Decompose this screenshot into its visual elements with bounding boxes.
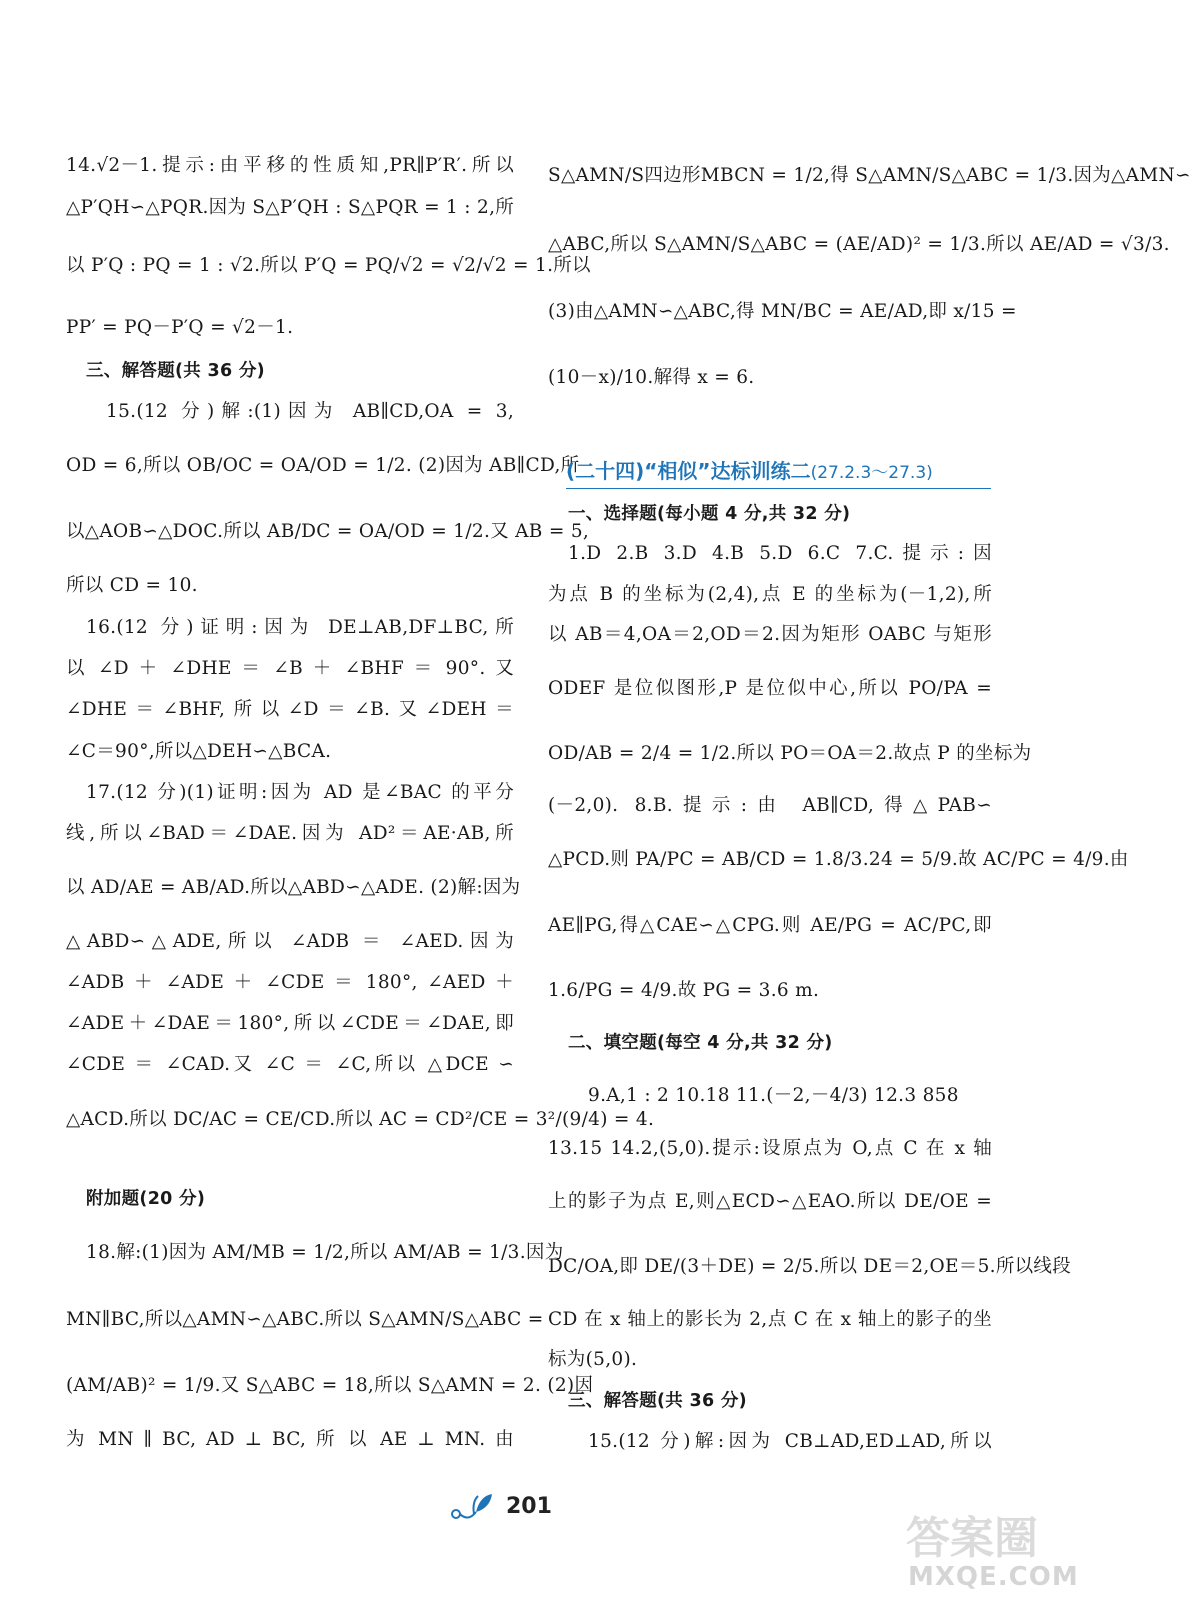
text-line: △ACD.所以 DC/AC = CE/CD.所以 AC = CD²/CE = 3²/(9/4) = 4.	[66, 1109, 655, 1130]
text-line: 18.解:(1)因为 AM/MB = 1/2,所以 AM/AB = 1/3.因为	[86, 1242, 564, 1263]
text-line: DC/OA,即 DE/(3＋DE) = 2/5.所以 DE＝2,OE＝5.所以线段	[548, 1256, 1072, 1277]
text-line: 15.(12 分)解:(1)因为 AB∥CD,OA = 3,	[106, 401, 514, 422]
leaf-ornament-icon	[446, 1490, 498, 1526]
text-line: 13.15 14.2,(5,0).提示:设原点为 O,点 C 在 x 轴	[548, 1138, 992, 1159]
text-line: △P′QH∽△PQR.因为 S△P′QH : S△PQR = 1 : 2,所	[66, 197, 515, 218]
text-line: OD/AB = 2/4 = 1/2.所以 PO＝OA＝2.故点 P 的坐标为	[548, 743, 1032, 764]
text-line: 为 MN ∥ BC, AD ⊥ BC, 所 以 AE ⊥ MN. 由	[66, 1429, 514, 1450]
text-line: 14.√2－1.提示:由平移的性质知,PR∥P′R′.所以	[66, 155, 514, 176]
text-line: OD = 6,所以 OB/OC = OA/OD = 1/2. (2)因为 AB∥CD,所	[66, 455, 580, 476]
text-line: 16.(12 分)证明:因为 DE⊥AB,DF⊥BC,所	[86, 617, 514, 638]
section-heading: 三、解答题(共 36 分)	[86, 361, 265, 381]
text-line: 为点 B 的坐标为(2,4),点 E 的坐标为(－1,2),所	[548, 584, 992, 605]
text-line: 15.(12 分)解:因为 CB⊥AD,ED⊥AD,所以	[588, 1431, 992, 1452]
text-line: 线,所以∠BAD＝∠DAE.因为 AD²＝AE·AB,所	[66, 823, 514, 844]
text-line: 标为(5,0).	[548, 1349, 638, 1370]
text-line: (AM/AB)² = 1/9.又 S△ABC = 18,所以 S△AMN = 2. (2)因	[66, 1375, 594, 1396]
text-line: 以△AOB∽△DOC.所以 AB/DC = OA/OD = 1/2.又 AB = 5,	[66, 521, 590, 542]
watermark-logo: 答案圈	[906, 1513, 1038, 1564]
page-number: 201	[506, 1494, 552, 1519]
section-heading: 三、解答题(共 36 分)	[568, 1391, 747, 1411]
text-line: ODEF 是位似图形,P 是位似中心,所以 PO/PA =	[548, 678, 992, 699]
text-line: 以 AB＝4,OA＝2,OD＝2.因为矩形 OABC 与矩形	[548, 624, 992, 645]
text-line: ∠DHE＝∠BHF,所以∠D＝∠B.又∠DEH＝	[66, 699, 514, 720]
text-line: 1.6/PG = 4/9.故 PG = 3.6 m.	[548, 980, 820, 1001]
section-heading: 二、填空题(每空 4 分,共 32 分)	[568, 1033, 833, 1053]
watermark-url: MXQE.COM	[908, 1562, 1079, 1592]
text-line: S△AMN/S四边形MBCN = 1/2,得 S△AMN/S△ABC = 1/3.因为△AMN∽	[548, 165, 1191, 186]
text-line: 所以 CD = 10.	[66, 575, 198, 596]
text-line: ∠ADE＋∠DAE＝180°,所以∠CDE＝∠DAE,即	[66, 1013, 514, 1034]
section-title-main: (二十四)“相似”达标训练二	[566, 459, 811, 483]
section-title	[566, 456, 933, 488]
text-line: MN∥BC,所以△AMN∽△ABC.所以 S△AMN/S△ABC =	[66, 1309, 544, 1330]
text-line: AE∥PG,得△CAE∽△CPG.则 AE/PG = AC/PC,即	[548, 915, 992, 936]
text-line: (－2,0). 8.B.提示:由 AB∥CD,得△PAB∽	[548, 795, 992, 816]
text-line: 9.A,1 : 2 10.18 11.(－2,－4/3) 12.3 858	[588, 1085, 959, 1106]
text-line: ∠CDE ＝ ∠CAD.又 ∠C ＝ ∠C,所以 △DCE ∽	[66, 1054, 514, 1075]
section-title-range: (27.2.3～27.3)	[810, 463, 933, 483]
text-line: △PCD.则 PA/PC = AB/CD = 1.8/3.24 = 5/9.故 AC/PC = 4/9.由	[548, 849, 1129, 870]
text-line: △ABC,所以 S△AMN/S△ABC = (AE/AD)² = 1/3.所以 AE/AD = √3/3.	[548, 234, 1170, 255]
section-heading: 附加题(20 分)	[86, 1189, 206, 1209]
text-line: ∠C＝90°,所以△DEH∽△BCA.	[66, 741, 332, 762]
title-underline	[566, 488, 991, 489]
text-line: 以 P′Q : PQ = 1 : √2.所以 P′Q = PQ/√2 = √2/√2 = 1.所以	[66, 255, 591, 276]
text-line: △ABD∽△ADE,所以 ∠ADB ＝ ∠AED.因为	[66, 931, 514, 952]
text-line: PP′ = PQ－P′Q = √2－1.	[66, 317, 294, 338]
section-heading: 一、选择题(每小题 4 分,共 32 分)	[568, 504, 851, 524]
text-line: ∠ADB ＋ ∠ADE ＋ ∠CDE ＝ 180°, ∠AED ＋	[66, 972, 514, 993]
text-line: 1.D 2.B 3.D 4.B 5.D 6.C 7.C.提示:因	[568, 543, 992, 564]
text-line: (10－x)/10.解得 x = 6.	[548, 367, 755, 388]
text-line: 以 AD/AE = AB/AD.所以△ABD∽△ADE. (2)解:因为	[66, 877, 521, 898]
text-line: CD 在 x 轴上的影长为 2,点 C 在 x 轴上的影子的坐	[548, 1309, 992, 1330]
text-line: 17.(12 分)(1)证明:因为 AD 是∠BAC 的平分	[86, 782, 514, 803]
text-line: (3)由△AMN∽△ABC,得 MN/BC = AE/AD,即 x/15 =	[548, 301, 1017, 322]
watermark	[900, 1500, 1080, 1595]
text-line: 上的影子为点 E,则△ECD∽△EAO.所以 DE/OE =	[548, 1191, 992, 1212]
text-line: 以 ∠D ＋ ∠DHE ＝ ∠B ＋ ∠BHF ＝ 90°. 又	[66, 658, 514, 679]
